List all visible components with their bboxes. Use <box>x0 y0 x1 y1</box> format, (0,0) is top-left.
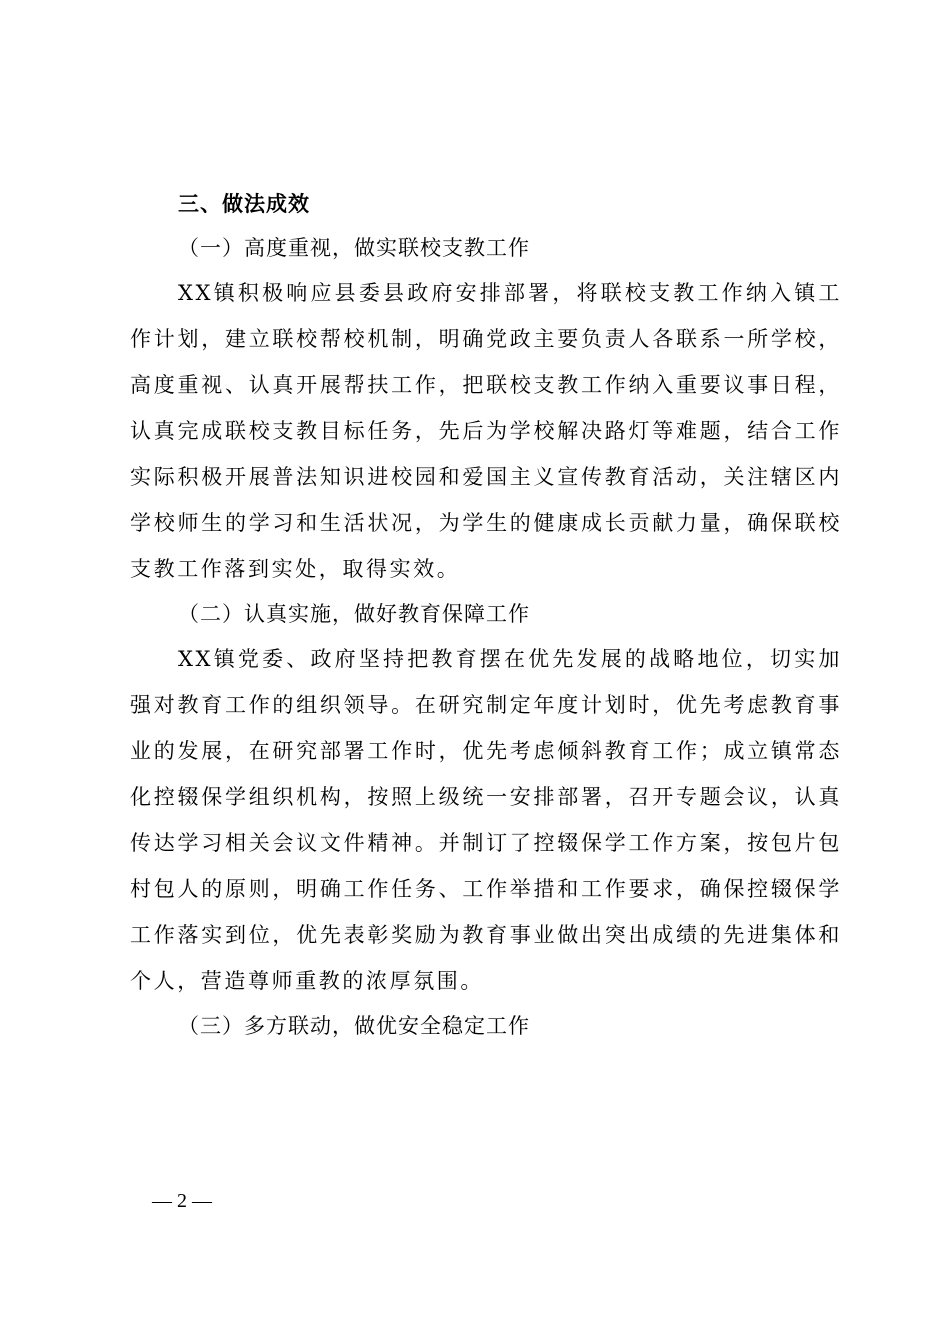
subsection-title-3: （三）多方联动，做优安全稳定工作 <box>178 1014 530 1038</box>
document-body <box>130 182 842 1048</box>
subsection-paragraph-1: XX镇积极响应县委县政府安排部署，将联校支教工作纳入镇工作计划，建立联校帮校机制，明确党政主要负责人各联系一所学校，高度重视、认真开展帮扶工作，把联校支教工作纳入重要议事日程，认真完成联校支教目标任务，先后为学校解决路灯等难题，结合工作实际积极开展普法知识进校园和爱国主义宣传教育活动，关注辖区内学校师生的学习和生活状况，为学生的健康成长贡献力量，确保联校支教工作落到实处，取得实效。 <box>130 281 842 581</box>
subsection-paragraph-2: XX镇党委、政府坚持把教育摆在优先发展的战略地位，切实加强对教育工作的组织领导。在研究制定年度计划时，优先考虑教育事业的发展，在研究部署工作时，优先考虑倾斜教育工作；成立镇常态化控辍保学组织机构，按照上级统一安排部署，召开专题会议，认真传达学习相关会议文件精神。并制订了控辍保学工作方案，按包片包村包人的原则，明确工作任务、工作举措和工作要求，确保控辍保学工作落实到位，优先表彰奖励为教育事业做出突出成绩的先进集体和个人，营造尊师重教的浓厚氛围。 <box>130 647 842 993</box>
page-number: — 2 — <box>152 1190 212 1212</box>
subsection-title-1: （一）高度重视，做实联校支教工作 <box>178 236 530 260</box>
subsection-title-2: （二）认真实施，做好教育保障工作 <box>178 602 530 626</box>
section-heading: 三、做法成效 <box>178 192 310 216</box>
